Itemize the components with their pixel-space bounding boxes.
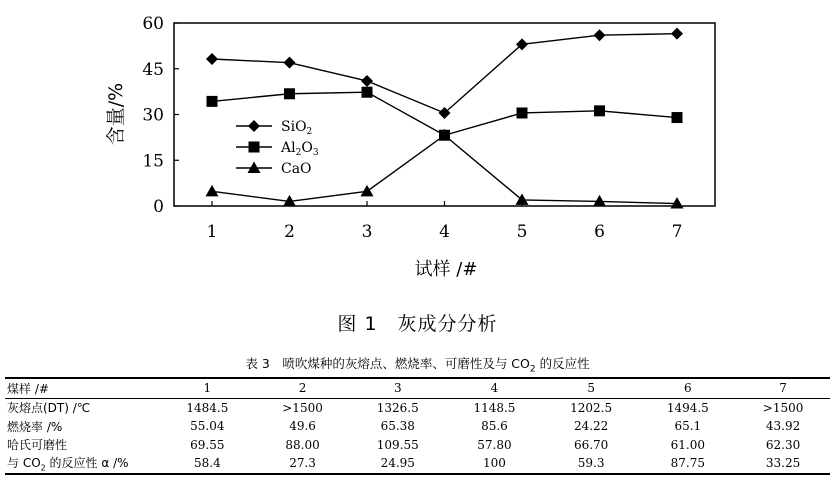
data-point-cao xyxy=(206,185,219,197)
table-cell: 27.3 xyxy=(256,454,350,474)
y-tick-label: 15 xyxy=(142,151,164,172)
table-row xyxy=(5,398,830,417)
data-point-sio2 xyxy=(284,57,296,69)
data-point-sio2 xyxy=(361,75,373,87)
table-cell: 57.80 xyxy=(477,437,512,452)
coal-properties-table xyxy=(5,377,830,475)
table-caption-subscript: 2 xyxy=(529,364,536,375)
legend-subscript: 3 xyxy=(312,148,319,158)
table-header-cell: 4 xyxy=(446,378,543,398)
y-tick-label: 45 xyxy=(142,59,164,80)
table-cell: 65.38 xyxy=(380,419,415,434)
table-cell: 1202.5 xyxy=(570,400,613,415)
table-header-cell: 7 xyxy=(736,378,830,398)
legend-marker-al2o3 xyxy=(249,142,260,153)
table-cell: 55.04 xyxy=(190,419,225,434)
table-row xyxy=(5,417,830,436)
table-header-cell: 5 xyxy=(543,378,640,398)
table-cell: 109.55 xyxy=(376,437,419,452)
legend-text: O xyxy=(301,140,313,156)
table-header-cell: 2 xyxy=(256,378,350,398)
legend-subscript: 2 xyxy=(295,148,302,158)
table-row xyxy=(5,454,830,474)
data-point-al2o3 xyxy=(284,88,295,99)
chart-legend xyxy=(236,119,319,177)
table-header-cell: 3 xyxy=(349,378,446,398)
x-tick-label: 4 xyxy=(439,222,450,242)
row-label: 哈氏可磨性 xyxy=(7,438,68,453)
table-cell: 58.4 xyxy=(159,454,256,474)
data-point-al2o3 xyxy=(207,96,218,107)
table-header-cell: 6 xyxy=(639,378,736,398)
legend-text: Al xyxy=(281,140,296,156)
table-cell: 24.22 xyxy=(573,419,609,434)
y-tick-label: 60 xyxy=(142,14,164,34)
table-cell: 69.55 xyxy=(190,437,225,452)
legend-marker-sio2 xyxy=(248,120,260,132)
x-tick-label: 7 xyxy=(671,222,683,242)
row-label-part: 与 CO xyxy=(7,456,41,471)
table-header-cell: 煤样 /# xyxy=(5,378,159,398)
y-tick-label: 30 xyxy=(142,105,164,126)
table-caption-part: 的反应性 xyxy=(535,356,590,371)
data-point-al2o3 xyxy=(517,107,528,118)
x-tick-label: 1 xyxy=(206,222,218,242)
x-tick-label: 2 xyxy=(284,222,295,242)
legend-text: SiO xyxy=(281,119,307,135)
data-point-al2o3 xyxy=(672,112,683,123)
table-cell: 24.95 xyxy=(349,454,446,474)
table-cell: 100 xyxy=(446,454,543,474)
table-cell: 49.6 xyxy=(289,419,316,434)
data-point-al2o3 xyxy=(594,105,605,116)
chart-axes xyxy=(105,14,715,280)
legend-subscript: 2 xyxy=(306,127,313,137)
legend-label xyxy=(281,119,312,137)
data-point-sio2 xyxy=(594,29,606,41)
data-point-sio2 xyxy=(671,28,683,40)
table-header-cell: 1 xyxy=(159,378,256,398)
legend-label xyxy=(281,161,312,177)
legend-text: CaO xyxy=(281,161,312,177)
table-cell: 85.6 xyxy=(481,419,508,434)
table-caption-part: 表 3 喷吹煤种的灰熔点、燃烧率、可磨性及与 CO xyxy=(245,356,530,371)
table-cell: >1500 xyxy=(762,400,804,415)
x-tick-label: 3 xyxy=(361,222,373,242)
table-caption xyxy=(0,354,835,375)
y-axis-label: 含量/% xyxy=(105,82,127,146)
table-cell: 1484.5 xyxy=(186,400,229,415)
series-line-sio2 xyxy=(212,34,677,113)
x-tick-label: 6 xyxy=(594,222,605,242)
table-cell: 59.3 xyxy=(543,454,640,474)
row-label: 灰熔点(DT) /℃ xyxy=(7,401,91,416)
data-point-al2o3 xyxy=(362,87,373,98)
legend-marker-cao xyxy=(248,162,261,174)
table-row xyxy=(5,436,830,455)
x-tick-label: 5 xyxy=(516,222,528,242)
row-label-part: 的反应性 α /% xyxy=(45,456,129,471)
row-label-subscript: 2 xyxy=(40,463,46,473)
table-cell: 33.25 xyxy=(736,454,830,474)
table-header-row xyxy=(5,378,830,398)
table-cell: 61.00 xyxy=(670,437,705,452)
figure-caption: 图 1 灰成分分析 xyxy=(337,313,498,335)
table-cell: >1500 xyxy=(282,400,323,415)
data-point-cao xyxy=(516,193,529,205)
table-cell: 66.70 xyxy=(573,437,609,452)
table-cell: 43.92 xyxy=(765,419,801,434)
table-cell: 1148.5 xyxy=(473,400,516,415)
table-cell: 62.30 xyxy=(765,437,801,452)
row-label: 燃烧率 /% xyxy=(7,419,63,434)
table-cell: 65.1 xyxy=(674,419,702,434)
data-point-cao xyxy=(361,185,374,197)
table-cell: 88.00 xyxy=(285,437,320,452)
table-cell: 1494.5 xyxy=(666,400,709,415)
series-markers xyxy=(206,28,684,209)
data-point-sio2 xyxy=(206,53,218,65)
table-cell: 1326.5 xyxy=(376,400,419,415)
legend-label xyxy=(280,140,319,158)
row-label xyxy=(5,454,159,474)
table-cell: 87.75 xyxy=(639,454,736,474)
y-tick-label: 0 xyxy=(153,197,164,217)
x-axis-label: 试样 /# xyxy=(414,259,478,280)
